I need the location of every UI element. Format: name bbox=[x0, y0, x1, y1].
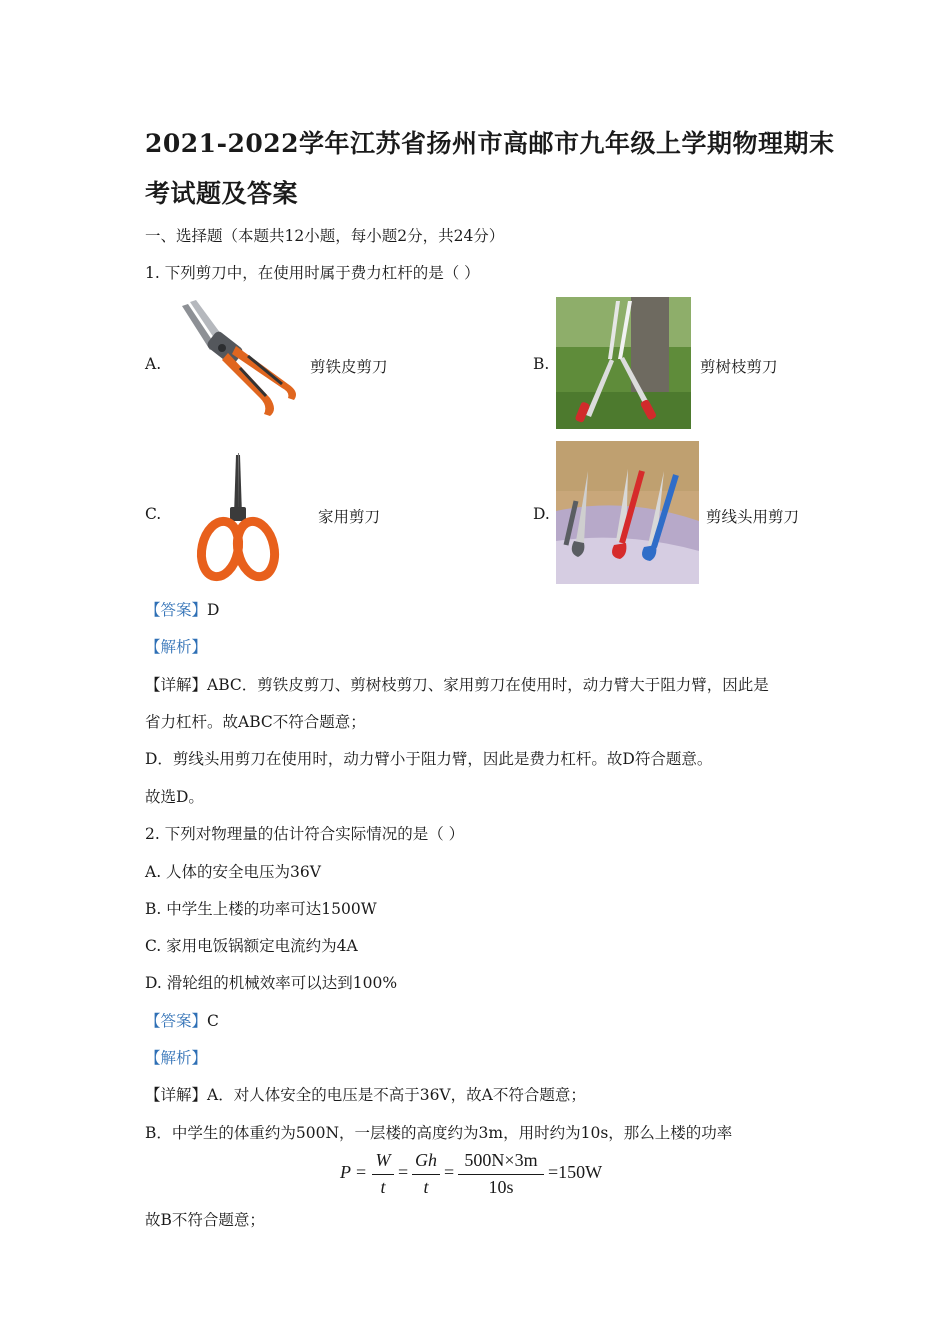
question-2-detail-3: 故B不符合题意； bbox=[145, 1211, 265, 1229]
question-2-option-b: B. 中学生上楼的功率可达1500W bbox=[145, 900, 377, 918]
option-c-caption: 家用剪刀 bbox=[318, 508, 381, 526]
answer-value: C bbox=[207, 1012, 219, 1030]
fraction-2-bar bbox=[412, 1174, 440, 1175]
thread-snips-image bbox=[556, 441, 699, 584]
formula-result: =150W bbox=[548, 1162, 603, 1182]
section-heading: 一、选择题（本题共12小题，每小题2分，共24分） bbox=[145, 227, 505, 245]
document-title-line1: 2021-2022学年江苏省扬州市高邮市九年级上学期物理期末 bbox=[145, 129, 835, 158]
option-d-caption: 剪线头用剪刀 bbox=[706, 508, 800, 526]
question-2-detail-1 bbox=[145, 1083, 586, 1105]
question-2-option-a: A. 人体的安全电压为36V bbox=[145, 863, 321, 881]
question-1-detail-1 bbox=[145, 673, 769, 695]
fraction-3-bar bbox=[458, 1174, 544, 1175]
question-1-stem: 1. 下列剪刀中，在使用时属于费力杠杆的是（ ） bbox=[145, 264, 480, 282]
detail-text: A．对人体安全的电压是不高于36V，故A不符合题意； bbox=[207, 1086, 586, 1104]
fraction-2-denominator: t bbox=[423, 1177, 429, 1197]
fraction-1-bar bbox=[372, 1174, 394, 1175]
question-2-answer bbox=[145, 1009, 219, 1031]
tin-snips-image bbox=[170, 298, 305, 428]
document-title-line2: 考试题及答案 bbox=[145, 179, 299, 208]
power-formula bbox=[340, 1150, 620, 1200]
question-1-detail-3: D．剪线头用剪刀在使用时，动力臂小于阻力臂，因此是费力杠杆。故D符合题意。 bbox=[145, 750, 713, 768]
option-b-caption: 剪树枝剪刀 bbox=[700, 358, 778, 376]
formula-eq-3: = bbox=[444, 1162, 455, 1182]
option-d-letter: D. bbox=[533, 505, 550, 523]
fraction-1-denominator: t bbox=[380, 1177, 386, 1197]
formula-eq-1: = bbox=[356, 1162, 367, 1182]
question-1-detail-4: 故选D。 bbox=[145, 788, 204, 806]
hedge-shears-image bbox=[556, 297, 691, 429]
formula-eq-2: = bbox=[398, 1162, 409, 1182]
fraction-3-numerator: 500N×3m bbox=[464, 1150, 538, 1170]
question-2-detail-2: B．中学生的体重约为500N，一层楼的高度约为3m，用时约为10s，那么上楼的功率 bbox=[145, 1124, 733, 1142]
option-a-caption: 剪铁皮剪刀 bbox=[310, 358, 388, 376]
detail-tag: 【详解】 bbox=[145, 676, 208, 694]
fraction-2-numerator: Gh bbox=[415, 1150, 437, 1170]
question-2-analysis-tag: 【解析】 bbox=[145, 1049, 208, 1067]
fraction-1-numerator: W bbox=[375, 1150, 391, 1170]
answer-tag: 【答案】 bbox=[145, 1012, 208, 1030]
question-1-answer bbox=[145, 598, 219, 620]
question-2-option-c: C. 家用电饭锅额定电流约为4A bbox=[145, 937, 358, 955]
question-2-stem: 2. 下列对物理量的估计符合实际情况的是（ ） bbox=[145, 825, 465, 843]
option-a-letter: A. bbox=[145, 355, 162, 373]
option-c-letter: C. bbox=[145, 505, 162, 523]
detail-text: ABC．剪铁皮剪刀、剪树枝剪刀、家用剪刀在使用时，动力臂大于阻力臂，因此是 bbox=[207, 676, 769, 694]
answer-value: D bbox=[207, 601, 220, 619]
question-2-option-d: D. 滑轮组的机械效率可以达到100% bbox=[145, 974, 398, 992]
household-scissors-image bbox=[168, 445, 308, 585]
answer-tag: 【答案】 bbox=[145, 601, 208, 619]
fraction-3-denominator: 10s bbox=[488, 1177, 514, 1197]
formula-lhs: P bbox=[340, 1162, 351, 1182]
question-1-detail-2: 省力杠杆。故ABC不符合题意； bbox=[145, 713, 366, 731]
question-1-analysis-tag: 【解析】 bbox=[145, 638, 208, 656]
detail-tag: 【详解】 bbox=[145, 1086, 208, 1104]
option-b-letter: B. bbox=[533, 355, 550, 373]
